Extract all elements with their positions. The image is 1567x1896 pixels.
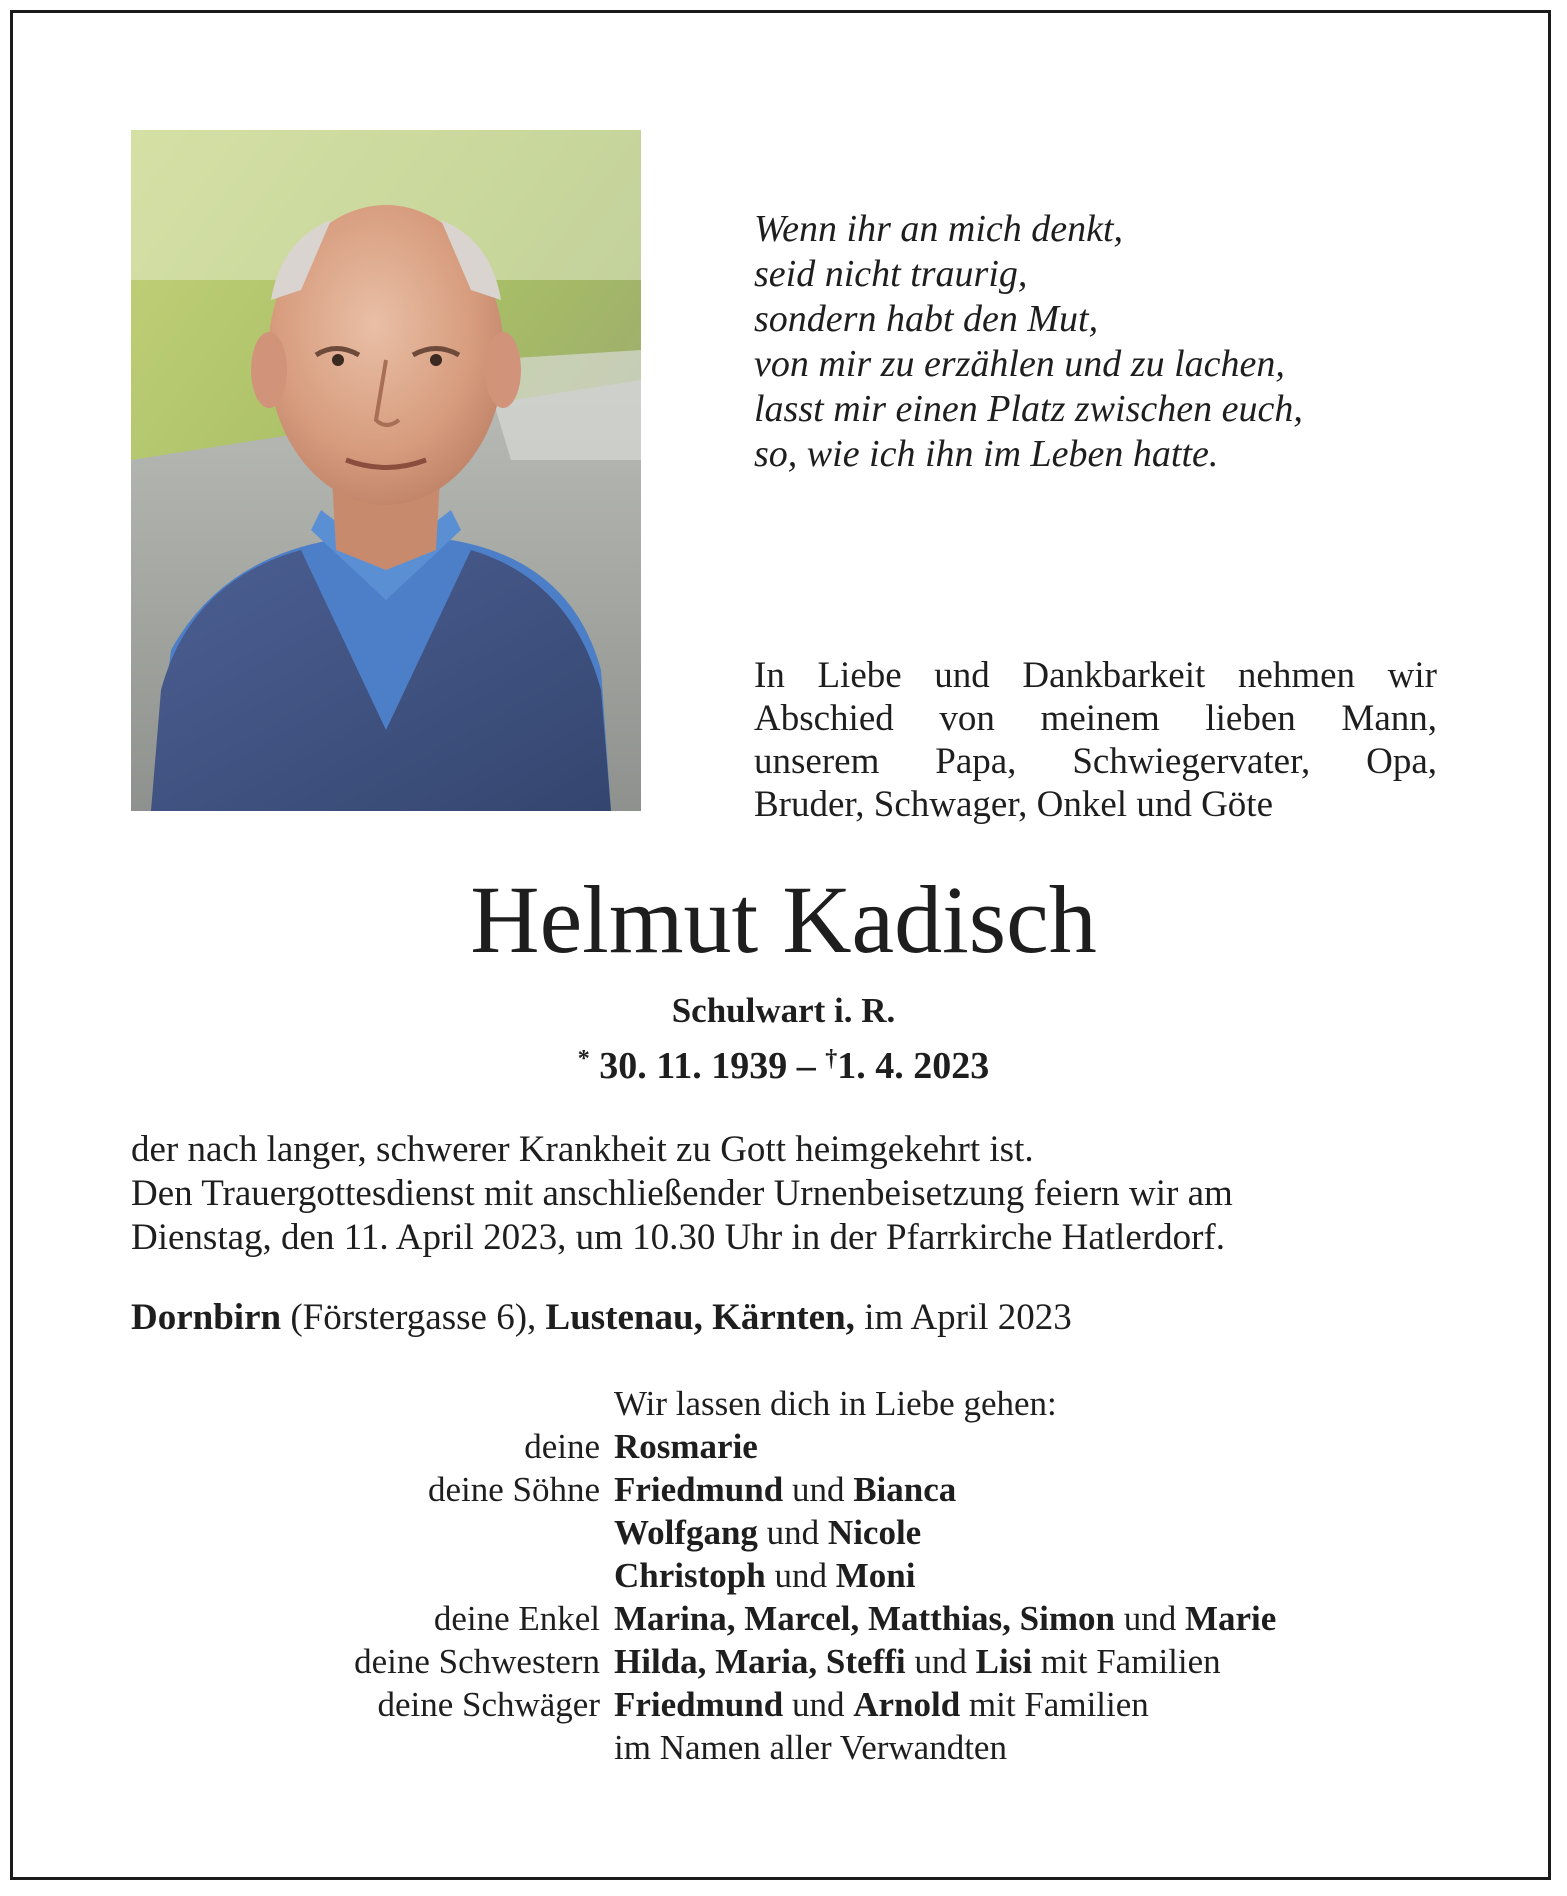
poem-line: seid nicht traurig, — [754, 253, 1028, 295]
mourner-connector: und — [757, 1513, 828, 1552]
mourner-name: Marie — [1184, 1599, 1277, 1638]
poem-line: Wenn ihr an mich denkt, — [754, 208, 1124, 250]
mourner-row — [0, 1511, 1567, 1554]
mourner-connector: mit Familien — [960, 1685, 1149, 1724]
mourner-names — [614, 1683, 1149, 1726]
mourner-relation: deine Söhne — [427, 1470, 600, 1509]
mourner-name: Wolfgang — [614, 1513, 758, 1552]
mourner-relation: deine Schwestern — [354, 1642, 600, 1681]
intro-line: In Liebe und Dankbarkeit nehmen wir — [754, 655, 1437, 696]
mourner-name: Marina, Marcel, Matthias, Simon — [614, 1599, 1115, 1638]
mourner-names — [614, 1511, 921, 1554]
announcement-line: der nach langer, schwerer Krankheit zu Gott heimgekehrt ist. — [131, 1129, 1034, 1170]
poem-line: von mir zu erzählen und zu lachen, — [754, 343, 1285, 385]
announcement-text — [131, 1128, 1441, 1260]
poem-line: so, wie ich ihn im Leben hatte. — [754, 433, 1219, 475]
mourner-names — [614, 1640, 1221, 1683]
mourners-list — [0, 1382, 1567, 1769]
place-date: im April 2023 — [854, 1297, 1072, 1338]
mourner-names — [614, 1597, 1276, 1640]
mourner-name: Arnold — [853, 1685, 961, 1724]
mourner-connector: und — [783, 1470, 854, 1509]
mourner-relation: deine Enkel — [433, 1599, 600, 1638]
mourner-name: Friedmund — [614, 1685, 784, 1724]
mourner-name: Hilda, Maria, Steffi — [614, 1642, 906, 1681]
mourner-name: Nicole — [827, 1513, 922, 1552]
mourner-row — [0, 1726, 1567, 1769]
mourner-names — [614, 1726, 1007, 1769]
place-date-line — [131, 1296, 1072, 1340]
mourner-connector: mit Familien — [1032, 1642, 1221, 1681]
mourner-names — [614, 1425, 758, 1468]
death-symbol: † — [825, 1046, 838, 1072]
date-dash: – — [796, 1045, 816, 1087]
mourner-connector: und — [905, 1642, 976, 1681]
mourner-connector: und — [765, 1556, 836, 1595]
farewell-row — [0, 1382, 1567, 1425]
poem — [754, 207, 1303, 477]
life-dates — [0, 1036, 1567, 1089]
birth-symbol: * — [577, 1046, 590, 1072]
intro-line: Abschied von meinem lieben Mann, — [754, 698, 1437, 739]
announcement-line: Den Trauergottesdienst mit anschließender Urnenbeisetzung feiern wir am — [131, 1173, 1233, 1214]
intro-line: unserem Papa, Schwiegervater, Opa, — [754, 741, 1437, 782]
intro-line: Bruder, Schwager, Onkel und Göte — [754, 784, 1274, 825]
mourner-names — [614, 1554, 915, 1597]
intro-paragraph — [754, 654, 1437, 826]
mourner-relation: deine — [524, 1427, 600, 1466]
mourner-name: Friedmund — [614, 1470, 784, 1509]
mourner-row — [0, 1554, 1567, 1597]
mourner-name: Moni — [835, 1556, 916, 1595]
deceased-title: Schulwart i. R. — [671, 991, 896, 1030]
place-city: Dornbirn — [131, 1297, 282, 1338]
deceased-name: Helmut Kadisch — [470, 866, 1097, 973]
poem-line: sondern habt den Mut, — [754, 298, 1099, 340]
portrait-photo — [131, 130, 641, 811]
mourner-row — [0, 1425, 1567, 1468]
place-cities: Lustenau, Kärnten, — [545, 1297, 855, 1338]
mourner-row — [0, 1597, 1567, 1640]
mourner-relation: deine Schwäger — [377, 1685, 600, 1724]
mourner-name: Bianca — [853, 1470, 957, 1509]
mourner-connector: im Namen aller Verwandten — [614, 1728, 1007, 1767]
mourner-connector: und — [1114, 1599, 1185, 1638]
mourner-name: Rosmarie — [614, 1427, 758, 1466]
farewell-text: Wir lassen dich in Liebe gehen: — [614, 1384, 1057, 1423]
mourner-row — [0, 1683, 1567, 1726]
mourner-names — [614, 1468, 956, 1511]
mourner-row — [0, 1640, 1567, 1683]
mourner-name: Lisi — [975, 1642, 1033, 1681]
death-date: 1. 4. 2023 — [837, 1045, 990, 1087]
announcement-line: Dienstag, den 11. April 2023, um 10.30 Uhr in der Pfarrkirche Hatlerdorf. — [131, 1217, 1225, 1258]
birth-date: 30. 11. 1939 — [599, 1045, 788, 1087]
poem-line: lasst mir einen Platz zwischen euch, — [754, 388, 1303, 430]
mourner-connector: und — [783, 1685, 854, 1724]
mourner-name: Christoph — [614, 1556, 766, 1595]
place-address: (Förstergasse 6), — [281, 1297, 546, 1338]
mourner-row — [0, 1468, 1567, 1511]
